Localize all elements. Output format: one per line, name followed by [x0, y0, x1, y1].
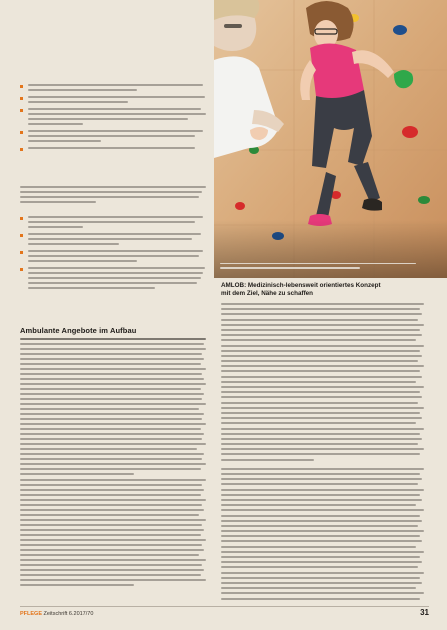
bullet-item [20, 147, 210, 149]
right-column [221, 282, 428, 600]
square-bullet-icon [20, 217, 23, 220]
bullet-item [20, 233, 210, 245]
page-number: 31 [420, 608, 429, 617]
footer-brand: PFLEGE [20, 611, 43, 617]
square-bullet-icon [20, 148, 23, 151]
left-column [20, 0, 210, 600]
footer-publication: Zeitschrift [43, 611, 68, 617]
climbing-photo [214, 0, 447, 278]
bullet-item [20, 130, 210, 142]
section-heading: AMLOB: Medizinisch-lebensweit orientiertes Konzept mit dem Ziel, Nähe zu schaffen [221, 282, 381, 297]
section-heading: Ambulante Angebote im Aufbau [20, 326, 137, 335]
square-bullet-icon [20, 251, 23, 254]
bullet-item [20, 267, 210, 289]
body-paragraph [20, 479, 210, 589]
body-paragraph [20, 338, 210, 478]
square-bullet-icon [20, 268, 23, 271]
bullet-list [20, 84, 210, 154]
square-bullet-icon [20, 109, 23, 112]
photo-caption [220, 263, 420, 272]
bullet-item [20, 84, 210, 91]
square-bullet-icon [20, 131, 23, 134]
footer-issue: 6.2017/70 [68, 611, 94, 617]
square-bullet-icon [20, 85, 23, 88]
body-paragraph [221, 303, 428, 600]
square-bullet-icon [20, 97, 23, 100]
bullet-list [20, 216, 210, 294]
footer-source [20, 611, 93, 617]
square-bullet-icon [20, 234, 23, 237]
body-paragraph [20, 186, 210, 206]
page-footer [20, 606, 429, 619]
bullet-item [20, 96, 210, 103]
bullet-item [20, 250, 210, 262]
bullet-item [20, 216, 210, 228]
bullet-item [20, 108, 210, 125]
